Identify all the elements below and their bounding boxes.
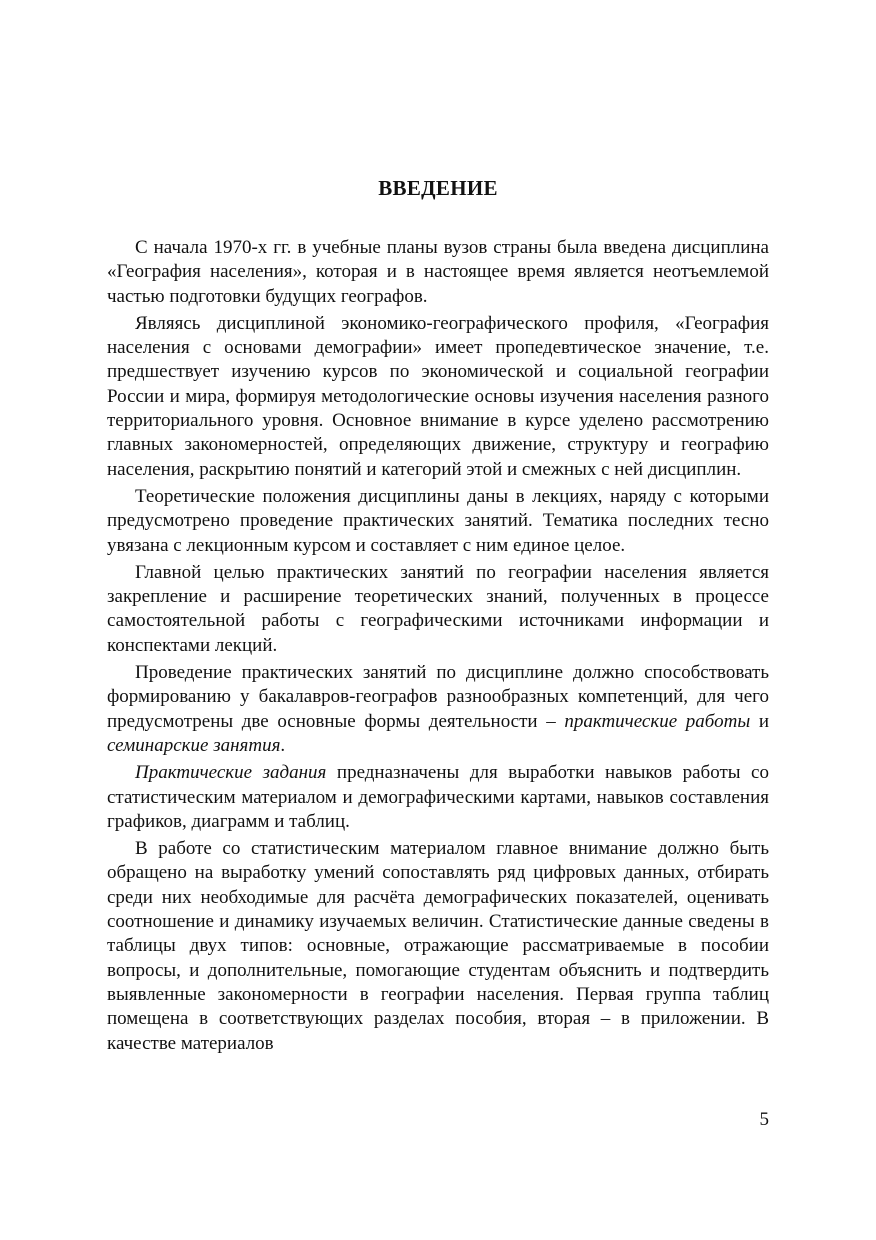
paragraph-5-text-middle: и [750, 710, 770, 732]
paragraph-6-text: предназначены для выработки навыков работы со статистическим материалом и демографическими картами, навыков составления графиков, диаграмм и таблиц. [107, 762, 769, 832]
paragraph-5-italic-seminars: семинарские занятия [107, 734, 281, 756]
paragraph-6 [107, 761, 769, 834]
page-title: ВВЕДЕНИЕ [378, 176, 498, 200]
paragraph-7 [107, 837, 769, 1056]
paragraph-5-text-before: Проведение практических занятий по дисциплине должно способствовать формированию у бакалавров-географов разнообразных компетенций, для чего предусмотрены две основные формы деятельности – [107, 662, 769, 732]
paragraph-7-text: В работе со статистическим материалом главное внимание должно быть обращено на выработку умений сопоставлять ряд цифровых данных, отбирать среди них необходимые для расчёта демографических показателей, оценивать соотношение и динамику изучаемых величин. Статистические данные сведены в таблицы двух типов: основные, отражающие рассматриваемые в пособии вопросы, и дополнительные, помогающие студентам объяснить и подтвердить выявленные закономерности в географии населения. Первая группа таблиц помещена в соответствующих разделах пособия, вторая – в приложении. В качестве материалов [107, 838, 769, 1054]
paragraph-3-text: Теоретические положения дисциплины даны в лекциях, наряду с которыми предусмотрено проведение практических занятий. Тематика последних тесно увязана с лекционным курсом и составляет с ним единое целое. [107, 485, 769, 556]
paragraph-6-italic-lead: Практические задания [135, 762, 327, 784]
document-page [107, 172, 769, 1056]
paragraph-5 [107, 661, 769, 758]
paragraph-4 [107, 561, 769, 658]
paragraph-1-text: С начала 1970-х гг. в учебные планы вузов страны была введена дисциплина «География населения», которая и в настоящее время является неотъемлемой частью подготовки будущих географов. [107, 237, 769, 307]
page-number: 5 [759, 1109, 769, 1130]
paragraph-4-text: Главной целью практических занятий по географии населения является закрепление и расширение теоретических знаний, полученных в процессе самостоятельной работы с географическими источниками информации и конспектами лекций. [107, 561, 769, 656]
paragraph-1 [107, 236, 769, 309]
paragraph-2 [107, 312, 769, 482]
paragraph-3 [107, 485, 769, 558]
paragraph-5-text-after: . [280, 734, 286, 756]
paragraph-2-text: Являясь дисциплиной экономико-географического профиля, «География населения с основами демографии» имеет пропедевтическое значение, т.е. предшествует изучению курсов по экономической и социальной географии России и мира, формируя методологические основы изучения населения разного территориального уровня. Основное внимание в курсе уделено рассмотрению главных закономерностей, определяющих движение, структуру и географию населения, раскрытию понятий и категорий этой и смежных с ней дисциплин. [107, 312, 769, 480]
paragraph-5-italic-practical-works: практические работы [564, 710, 751, 732]
